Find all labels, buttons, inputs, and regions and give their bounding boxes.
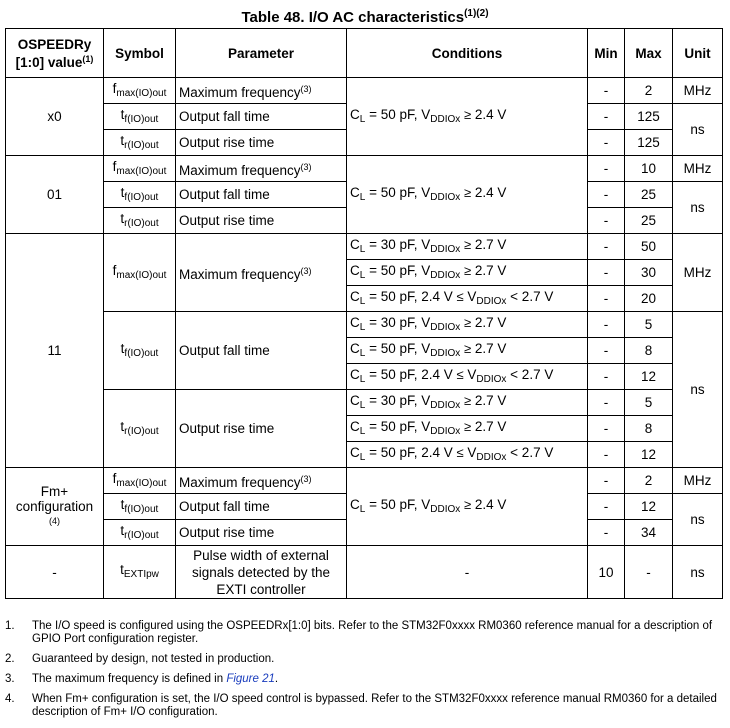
max-value: 5 [625,390,673,416]
condition-fm [347,468,588,546]
symbol-subscript: r(IO)out [124,425,159,437]
footnote-text: The I/O speed is configured using the OSPEEDRx[1:0] bits. Refer to the STM32F0xxxx RM0360 reference manual for a description of GPIO Port configuration register. [32,620,713,645]
cond-c-sub: L [359,451,366,463]
symbol-fmax [104,78,176,104]
min-value: - [588,442,625,468]
table-title [0,5,730,27]
unit-value: ns [673,182,723,234]
footnotes [5,620,723,726]
symbol-tr [104,208,176,234]
table-row [6,546,723,599]
max-value: - [625,546,673,599]
cond-tail: 2.7 V [471,418,507,434]
symbol-tr [104,520,176,546]
unit-value: ns [673,312,723,468]
table-row [6,390,723,416]
header-row [6,29,723,78]
unit-value: MHz [673,468,723,494]
min-value: - [588,130,625,156]
param-max-frequency [176,234,347,312]
symbol-subscript: f(IO)out [124,347,159,359]
max-value: 12 [625,364,673,390]
min-value: - [588,468,625,494]
symbol-subscript: max(IO)out [116,87,167,99]
cond-text: = 50 pF, V [369,262,431,278]
footnote [5,620,723,646]
condition-x0 [347,78,588,156]
cond-text: = 30 pF, V [369,314,431,330]
symbol-tf [104,104,176,130]
footnote [5,653,723,666]
header-symbol: Symbol [104,29,176,78]
min-value: - [588,338,625,364]
min-value: - [588,104,625,130]
symbol-subscript: r(IO)out [124,217,159,229]
cond-tail: 2.7 V [471,340,507,356]
cond-tail: 2.7 V [471,236,507,252]
cond-le: ≤ [456,444,464,460]
param-text: Maximum frequency [179,84,301,100]
table-title-text: Table 48. I/O AC characteristics [241,9,465,26]
param-text: Maximum frequency [179,474,301,490]
param-fall-time: Output fall time [176,312,347,390]
min-value: - [588,364,625,390]
header-min: Min [588,29,625,78]
param-rise-time: Output rise time [176,130,347,156]
header-ospeed [6,29,104,78]
symbol-subscript: f(IO)out [124,503,159,515]
cond-tail: 2.4 V [471,106,507,122]
cond-lt: < 2.7 V [506,444,554,460]
min-value: - [588,156,625,182]
max-value: 30 [625,260,673,286]
symbol-tr [104,130,176,156]
symbol-tf [104,312,176,390]
param-rise-time: Output rise time [176,390,347,468]
ospeed-dash: - [6,546,104,599]
cond-tail: 2.4 V [471,184,507,200]
param-fall-time: Output fall time [176,104,347,130]
cond-c-sub: L [359,295,366,307]
ospeed-x0: x0 [6,78,104,156]
cond-c: C [350,392,360,408]
cond-c: C [350,236,360,252]
ospeed-01: 01 [6,156,104,234]
cond-ge: ≥ [464,392,472,408]
header-max: Max [625,29,673,78]
cond-v-sub: DDIOx [430,269,461,281]
footnote-text: When Fm+ configuration is set, the I/O speed control is bypassed. Refer to the STM32F0xxxx reference manual RM0360 for a detailed description of Fm+ I/O configuration. [32,693,717,718]
param-max-frequency [176,468,347,494]
min-value: - [588,286,625,312]
cond-tail: 2.7 V [471,262,507,278]
condition-cl30 [347,234,588,260]
max-value: 34 [625,520,673,546]
condition-cl50 [347,416,588,442]
unit-value: MHz [673,78,723,104]
symbol-letter: t [120,210,125,226]
symbol-letter: t [120,184,125,200]
min-value: - [588,234,625,260]
cond-c-sub: L [359,113,366,125]
symbol-letter: t [120,106,125,122]
cond-v-sub: DDIOx [430,243,461,255]
cond-c: C [350,444,360,460]
symbol-subscript: max(IO)out [116,269,167,281]
max-value: 12 [625,494,673,520]
cond-text: = 50 pF, V [369,340,431,356]
cond-v: V [463,288,477,304]
footnote-number: 1. [5,620,15,632]
max-value: 2 [625,78,673,104]
symbol-fmax [104,156,176,182]
condition-cl50-range [347,364,588,390]
max-value: 25 [625,182,673,208]
symbol-subscript: max(IO)out [116,165,167,177]
unit-value: MHz [673,234,723,312]
max-value: 125 [625,104,673,130]
condition-cl50 [347,260,588,286]
symbol-fmax [104,468,176,494]
param-ref: (3) [300,265,312,276]
condition-cl50 [347,338,588,364]
cond-c-sub: L [359,503,366,515]
footnote-number: 4. [5,693,15,705]
io-ac-characteristics-table [5,28,723,599]
cond-text: = 50 pF, V [369,418,431,434]
condition-cl30 [347,390,588,416]
param-max-frequency [176,156,347,182]
min-value: 10 [588,546,625,599]
cond-v-sub: DDIOx [430,321,461,333]
cond-ge: ≥ [464,236,472,252]
param-text: Maximum frequency [179,266,301,282]
symbol-subscript: f(IO)out [124,191,159,203]
max-value: 125 [625,130,673,156]
cond-ge: ≥ [464,496,472,512]
cond-c-sub: L [359,425,366,437]
cond-text: = 30 pF, V [369,236,431,252]
footnote-number: 3. [5,673,15,685]
table-row [6,78,723,104]
symbol-letter: t [120,132,125,148]
cond-v-sub: DDIOx [430,113,461,125]
cond-v-sub: DDIOx [476,451,507,463]
min-value: - [588,260,625,286]
param-ref: (3) [300,473,312,484]
cond-lt: < 2.7 V [506,288,554,304]
fm-label-line1: Fm+ [40,483,69,499]
cond-c: C [350,288,360,304]
cond-tail: 2.7 V [471,314,507,330]
cond-ge: ≥ [464,262,472,278]
header-conditions: Conditions [347,29,588,78]
table-row [6,156,723,182]
symbol-letter: f [112,262,117,278]
cond-c: C [350,366,360,382]
cond-c: C [350,496,360,512]
max-value: 8 [625,416,673,442]
symbol-letter: t [120,562,124,577]
cond-c-sub: L [359,399,366,411]
cond-tail: 2.7 V [471,392,507,408]
min-value: - [588,182,625,208]
table-row [6,234,723,260]
header-unit: Unit [673,29,723,78]
cond-text: = 50 pF, V [369,496,431,512]
header-ospeed-line2: [1:0] value [15,54,83,70]
param-max-frequency [176,78,347,104]
cond-c: C [350,262,360,278]
condition-cl30 [347,312,588,338]
fm-label-ref: (4) [49,515,60,526]
cond-v-sub: DDIOx [430,347,461,359]
cond-v-sub: DDIOx [430,191,461,203]
symbol-tr [104,390,176,468]
cond-text: = 50 pF, 2.4 V [369,444,457,460]
symbol-tf [104,182,176,208]
symbol-subscript: max(IO)out [116,477,167,489]
cond-c: C [350,106,360,122]
unit-value: ns [673,546,723,599]
condition-01 [347,156,588,234]
cond-text: = 50 pF, 2.4 V [369,288,457,304]
header-ospeed-ref: (1) [82,53,94,64]
cond-le: ≤ [456,288,464,304]
condition-cl50-range [347,442,588,468]
min-value: - [588,390,625,416]
param-ref: (3) [300,83,312,94]
param-rise-time: Output rise time [176,208,347,234]
max-value: 20 [625,286,673,312]
table-title-refs: (1)(2) [464,8,489,19]
symbol-tf [104,494,176,520]
header-parameter: Parameter [176,29,347,78]
unit-value: ns [673,104,723,156]
param-text: Maximum frequency [179,162,301,178]
cond-ge: ≥ [464,106,472,122]
ospeed-11: 11 [6,234,104,468]
max-value: 25 [625,208,673,234]
symbol-subscript: EXTIpw [123,569,159,580]
min-value: - [588,416,625,442]
max-value: 50 [625,234,673,260]
cond-c-sub: L [359,191,366,203]
cond-c-sub: L [359,321,366,333]
footnote [5,673,723,686]
cond-c: C [350,184,360,200]
cond-ge: ≥ [464,418,472,434]
param-fall-time: Output fall time [176,182,347,208]
cond-text: = 30 pF, V [369,392,431,408]
symbol-subscript: f(IO)out [124,113,159,125]
footnote [5,693,723,719]
cond-le: ≤ [456,366,464,382]
cond-ge: ≥ [464,184,472,200]
figure-21-link[interactable]: Figure 21 [226,673,275,685]
cond-text: = 50 pF, V [369,184,431,200]
cond-c: C [350,418,360,434]
ospeed-fm-plus [6,468,104,546]
table-row [6,468,723,494]
symbol-letter: f [112,158,117,174]
cond-v: V [463,444,477,460]
cond-c-sub: L [359,347,366,359]
symbol-letter: t [120,418,125,434]
symbol-subscript: r(IO)out [124,529,159,541]
cond-c-sub: L [359,243,366,255]
max-value: 8 [625,338,673,364]
cond-c-sub: L [359,269,366,281]
header-ospeed-line1: OSPEEDRy [17,36,92,52]
cond-v: V [463,366,477,382]
footnote-text: Guaranteed by design, not tested in production. [32,653,275,665]
cond-ge: ≥ [464,340,472,356]
cond-lt: < 2.7 V [506,366,554,382]
symbol-letter: f [112,470,117,486]
min-value: - [588,494,625,520]
cond-text: = 50 pF, 2.4 V [369,366,457,382]
symbol-letter: f [112,80,117,96]
param-fall-time: Output fall time [176,494,347,520]
condition-cl50-range [347,286,588,312]
symbol-texti [104,546,176,599]
cond-v-sub: DDIOx [430,425,461,437]
max-value: 5 [625,312,673,338]
param-pulse-width: Pulse width of external signals detected by the EXTI controller [176,546,347,599]
cond-ge: ≥ [464,314,472,330]
cond-tail: 2.4 V [471,496,507,512]
min-value: - [588,78,625,104]
symbol-letter: t [120,522,125,538]
unit-value: MHz [673,156,723,182]
symbol-letter: t [120,340,125,356]
cond-v-sub: DDIOx [430,399,461,411]
cond-v-sub: DDIOx [430,503,461,515]
min-value: - [588,208,625,234]
cond-c: C [350,314,360,330]
symbol-fmax [104,234,176,312]
footnote-text: The maximum frequency is defined in [32,673,227,685]
cond-c-sub: L [359,373,366,385]
symbol-letter: t [120,496,125,512]
unit-value: ns [673,494,723,546]
symbol-subscript: r(IO)out [124,139,159,151]
max-value: 12 [625,442,673,468]
max-value: 2 [625,468,673,494]
max-value: 10 [625,156,673,182]
cond-text: = 50 pF, V [369,106,431,122]
param-rise-time: Output rise time [176,520,347,546]
footnote-text-end: . [274,673,279,685]
footnote-number: 2. [5,653,15,665]
min-value: - [588,520,625,546]
cond-c: C [350,340,360,356]
fm-label-line2: configuration [15,498,94,514]
table-row [6,312,723,338]
cond-v-sub: DDIOx [476,295,507,307]
condition-exti: - [347,546,588,599]
param-ref: (3) [300,161,312,172]
min-value: - [588,312,625,338]
cond-v-sub: DDIOx [476,373,507,385]
